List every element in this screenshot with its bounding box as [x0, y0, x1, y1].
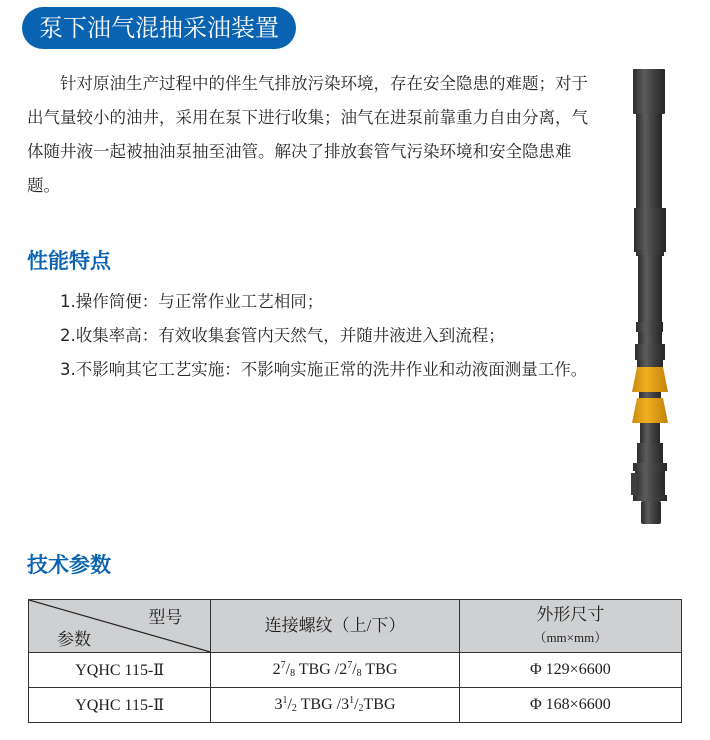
- features-list: [27, 285, 592, 387]
- cell-model: YQHC 115-Ⅱ: [29, 688, 211, 723]
- header-size: [459, 600, 681, 653]
- intro-paragraph: [27, 67, 592, 203]
- diagonal-header-cell: [29, 600, 211, 653]
- features-heading: 性能特点: [27, 249, 111, 273]
- cell-size: Φ 129×6600: [459, 653, 681, 688]
- feature-text: 3.不影响其它工艺实施：不影响实施正常的洗井作业和动液面测量工作。: [60, 360, 588, 379]
- cell-thread: $2^7/_8$ TBG $/2^7/_8$ TBG: [211, 653, 459, 688]
- header-thread: [211, 600, 459, 653]
- header-model-label: 型号: [148, 608, 183, 627]
- table-header-row: [29, 600, 682, 653]
- cell-model: YQHC 115-Ⅱ: [29, 653, 211, 688]
- spec-table: [28, 599, 682, 723]
- header-param-label: 参数: [57, 630, 91, 649]
- intro-text: 针对原油生产过程中的伴生气排放污染环境，存在安全隐患的难题；对于出气量较小的油井，采用在泵下进行收集；油气在进泵前靠重力自由分离，气体随井液一起被抽油泵抽至油管。解决了排放套管气污染环境和安全隐患难题。: [27, 74, 588, 195]
- header-size-unit: （mm×mm）: [533, 630, 608, 645]
- feature-item: [27, 353, 592, 387]
- page-title: 泵下油气混抽采油装置: [22, 7, 296, 49]
- feature-text: 2.收集率高：有效收集套管内天然气，并随井液进入到流程；: [60, 326, 505, 345]
- specs-heading: 技术参数: [27, 553, 111, 577]
- header-thread-label: 连接螺纹（上/下）: [264, 616, 406, 635]
- table-row: [29, 688, 682, 723]
- feature-item: [27, 285, 592, 319]
- product-tool-image: [612, 55, 697, 540]
- header-size-label: 外形尺寸: [536, 605, 605, 624]
- cell-size: Φ 168×6600: [459, 688, 681, 723]
- feature-item: [27, 319, 592, 353]
- table-row: [29, 653, 682, 688]
- feature-text: 1.操作简便：与正常作业工艺相同；: [60, 292, 324, 311]
- cell-thread: $3^1/_2$ TBG $/3^1/_2TBG$: [211, 688, 459, 723]
